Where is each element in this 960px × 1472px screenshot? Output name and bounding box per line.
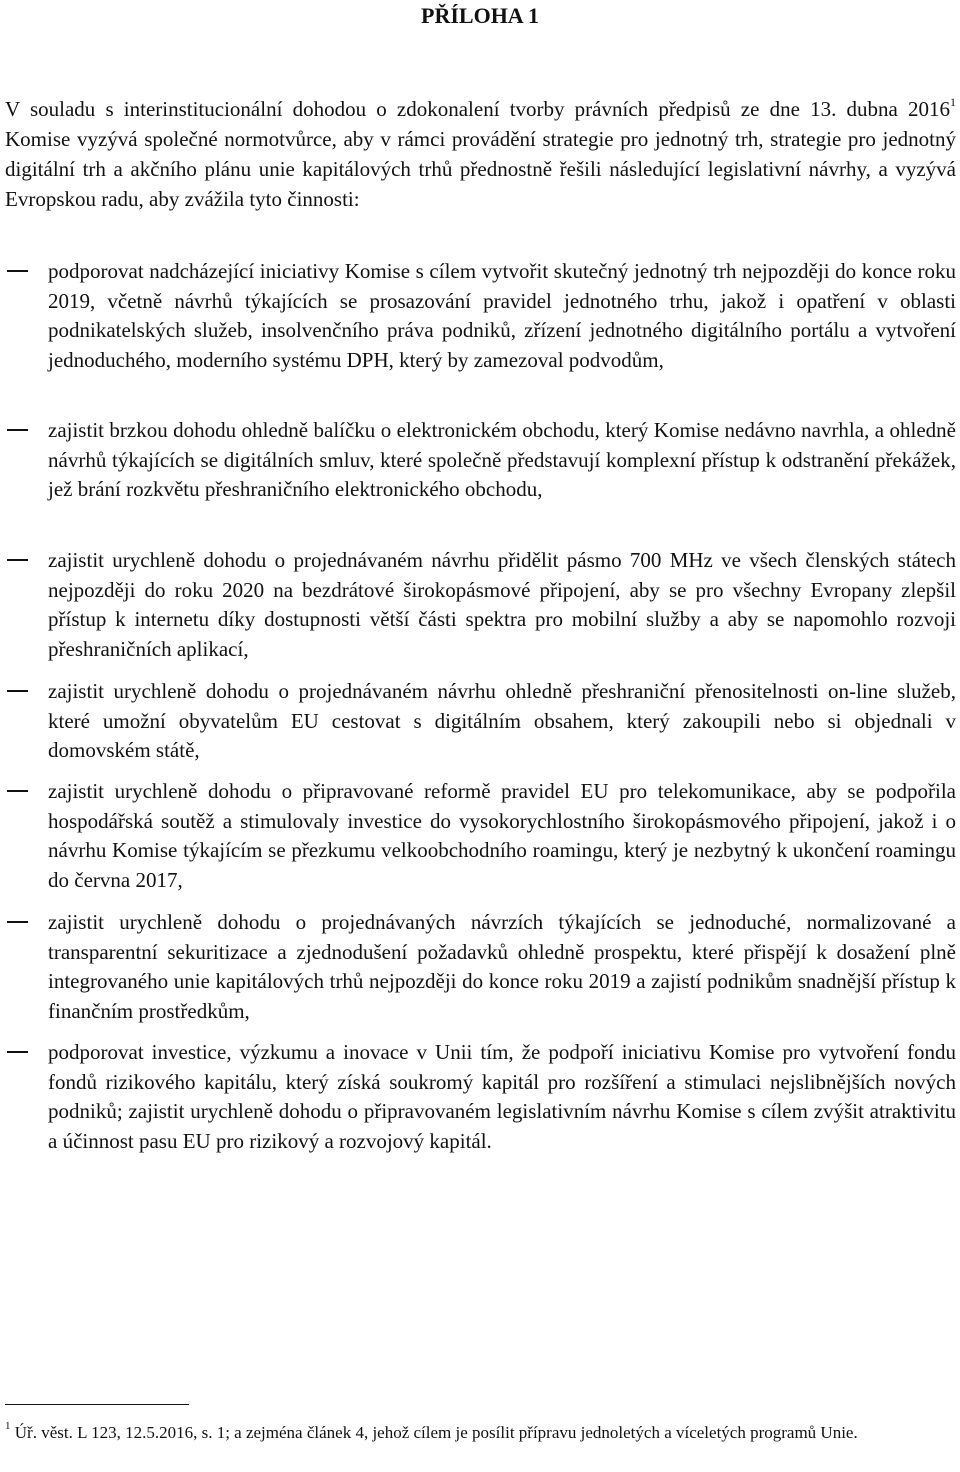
list-item-text: zajistit urychleně dohodu o připravované reformě pravidel EU pro telekomunikace, aby se podpořila hospodářská soutěž a stimulovaly investice do vysokorychlostního širokopásmového připojení, jakož i o návrhu Komise týkajícím se přezkumu velkoobchodního roamingu, který je nezbytný k ukončení roamingu do června 2017, — [48, 779, 956, 892]
dash-bullet-icon — [7, 559, 28, 561]
dash-bullet-icon — [7, 790, 28, 792]
footnote-separator — [5, 1404, 189, 1405]
dash-bullet-icon — [7, 921, 28, 923]
footnote-mark: 1 — [5, 1420, 11, 1433]
dash-bullet-icon — [7, 1051, 28, 1053]
list-item-text: podporovat investice, výzkumu a inovace v Unii tím, že podpoří iniciativu Komise pro vytvoření fondu fondů rizikového kapitálu, který získá soukromý kapitál pro rozšíření a stimulaci nejslibnějších nových podniků; zajistit urychleně dohodu o připravovaném legislativním návrhu Komise s cílem zvýšit atraktivitu a účinnost pasu EU pro rizikový a rozvojový kapitál. — [48, 1040, 956, 1153]
dash-bullet-icon — [7, 270, 28, 272]
intro-text-start: V souladu s interinstitucionální dohodou o zdokonalení tvorby právních předpisů ze dne 13. dubna 2016 — [5, 97, 950, 121]
list-item-text: zajistit brzkou dohodu ohledně balíčku o elektronickém obchodu, který Komise nedávno navrhla, a ohledně návrhů týkajících se digitálních smluv, které společně představují komplexní přístup k odstranění překážek, jež brání rozkvětu přeshraničního elektronického obchodu, — [48, 418, 956, 501]
footnote-text: Úř. věst. L 123, 12.5.2016, s. 1; a zejména článek 4, jehož cílem je posílit přípravu jednoletých a víceletých programů Unie. — [10, 1423, 858, 1442]
list-item-text: zajistit urychleně dohodu o projednávaných návrzích týkajících se jednoduché, normalizované a transparentní sekuritizace a zjednodušení požadavků ohledně prospektu, které přispějí k dosažení plně integrovaného unie kapitálových trhů nejpozději do konce roku 2019 a zajistí podnikům snadnější přístup k finančním prostředkům, — [48, 910, 956, 1023]
dash-bullet-icon — [7, 690, 28, 692]
list-item-text: zajistit urychleně dohodu o projednávaném návrhu ohledně přeshraniční přenositelnosti on-line služeb, které umožní obyvatelům EU cestovat s digitálním obsahem, který zakoupili nebo si objednali v domovském státě, — [48, 679, 956, 762]
intro-paragraph — [5, 94, 956, 214]
footnote — [5, 1422, 956, 1444]
list-item-text: podporovat nadcházející iniciativy Komise s cílem vytvořit skutečný jednotný trh nejpozději do konce roku 2019, včetně návrhů týkajících se prosazování pravidel jednotného trhu, jakož i opatření v oblasti podnikatelských služeb, insolvenčního práva podniků, zřízení jednotného digitálního portálu a vytvoření jednoduchého, moderního systému DPH, který by zamezoval podvodům, — [48, 259, 956, 372]
footnote-reference: 1 — [950, 95, 956, 109]
intro-text-end: Komise vyzývá společné normotvůrce, aby v rámci provádění strategie pro jednotný trh, strategie pro jednotný digitální trh a akčního plánu unie kapitálových trhů přednostně řešili následující legislativní návrhy, a vyzývá Evropskou radu, aby zvážila tyto činnosti: — [5, 127, 956, 211]
list-item-text: zajistit urychleně dohodu o projednávaném návrhu přidělit pásmo 700 MHz ve všech členských státech nejpozději do roku 2020 na bezdrátové širokopásmové připojení, aby se pro všechny Evropany zlepšil přístup k internetu díky dostupnosti větší části spektra pro mobilní služby a aby se napomohlo rozvoji přeshraničních aplikací, — [48, 548, 956, 661]
page-title: PŘÍLOHA 1 — [421, 3, 539, 28]
dash-bullet-icon — [7, 429, 28, 431]
